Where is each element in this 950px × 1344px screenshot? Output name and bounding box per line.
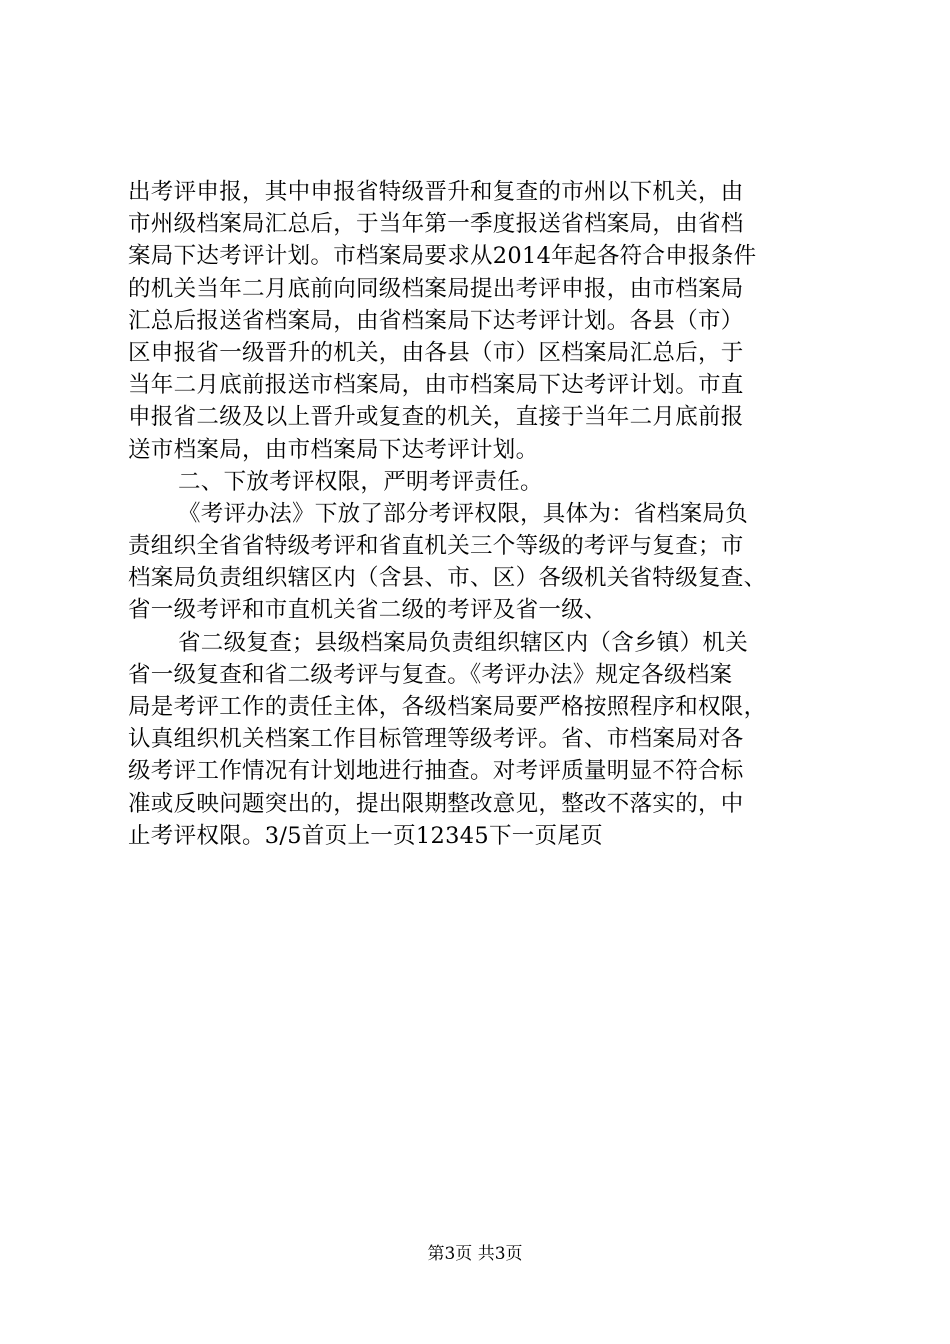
text-line: 止考评权限。3/5首页上一页12345下一页尾页 [128,822,603,849]
text-line: 级考评工作情况有计划地进行抽查。对考评质量明显不符合标 [128,758,744,785]
page-footer: 第3页 共3页 [427,1244,523,1264]
text-line: 省一级考评和市直机关省二级的考评及省一级、 [128,597,607,624]
text-line: 《考评办法》下放了部分考评权限，具体为：省档案局负 [178,500,749,527]
text-line: 省一级复查和省二级考评与复查。《考评办法》规定各级档案 [128,661,733,688]
text-line: 省二级复查；县级档案局负责组织辖区内（含乡镇）机关 [178,629,749,656]
section-heading: 二、下放考评权限，严明考评责任。 [178,468,543,495]
text-line: 送市档案局，由市档案局下达考评计划。 [128,436,539,463]
text-line: 档案局负责组织辖区内（含县、市、区）各级机关省特级复查、 [128,565,767,592]
text-line: 当年二月底前报送市档案局，由市档案局下达考评计划。市直 [128,372,744,399]
text-line: 申报省二级及以上晋升或复查的机关，直接于当年二月底前报 [128,404,744,431]
document-body [128,176,848,852]
text-line: 局是考评工作的责任主体，各级档案局要严格按照程序和权限， [128,694,767,720]
text-line: 准或反映问题突出的，提出限期整改意见，整改不落实的，中 [128,790,744,817]
text-line: 出考评申报，其中申报省特级晋升和复查的市州以下机关，由 [128,179,744,205]
text-line: 认真组织机关档案工作目标管理等级考评。省、市档案局对各 [128,726,744,753]
text-line: 区申报省一级晋升的机关，由各县（市）区档案局汇总后，于 [128,339,744,366]
text-line: 案局下达考评计划。市档案局要求从2014年起各符合申报条件 [128,243,757,270]
text-line: 汇总后报送省档案局，由省档案局下达考评计划。各县（市） [128,307,744,334]
text-line: 的机关当年二月底前向同级档案局提出考评申报，由市档案局 [128,275,744,302]
text-line: 市州级档案局汇总后，于当年第一季度报送省档案局，由省档 [128,211,744,238]
text-line: 责组织全省省特级考评和省直机关三个等级的考评与复查；市 [128,533,744,560]
